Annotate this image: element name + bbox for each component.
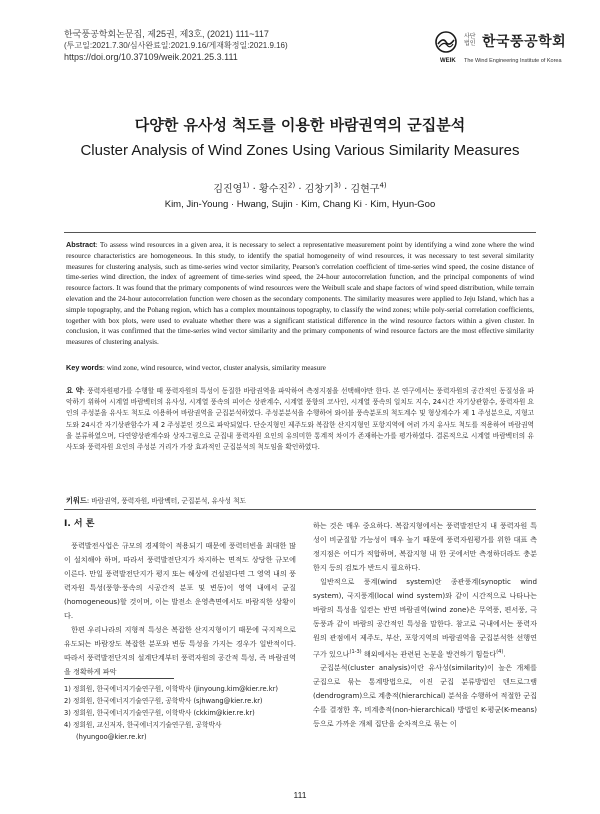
body-left-column: [64, 539, 296, 679]
body-right-column: [313, 519, 537, 731]
summary-label: 요 약: [66, 386, 83, 395]
abstract-top-rule: [64, 232, 536, 233]
author-name: 김현구: [350, 184, 380, 195]
keywords-label: Key words: [66, 363, 103, 372]
paper-title-korean: 다양한 유사성 척도를 이용한 바람권역의 군집분석: [134, 116, 466, 134]
paragraph: 풍력발전사업은 규모의 경제학이 적용되기 때문에 풍력터빈을 최대한 많이 설치해야 하며, 따라서 풍력발전단지가 차지하는 면적도 상당한 규모에 이른다. 만일 풍력발전단지가 평지 또는 해상에 건설된다면 그 영역 내의 풍력자원 특성(풍향·풍속의 시공간적 분포 및 변동)이 영역 내에서 균질(homogeneous)할 것이며, 이는 발전소 운영측면에서도 바람직한 상황이다.: [64, 541, 296, 620]
summary-text: : 풍력자원평가를 수행할 때 풍력자원의 특성이 동질한 바람권역을 파악하여 측정지점을 선택해야만 한다. 본 연구에서는 풍력자원의 공간적인 동질성을 파악하기 위하여 시계열 바람벡터의 유사성, 시계열 풍속의 피어슨 상관계수, 시계열 풍향의 코사인, 시계열 풍속의 일치도 지수, 24시간 자기상관함수, 풍력자원 요인의 주성분을 유사도 척도로 이용하여 바람권역을 군집분석하였다. 주성분분석을 수행하여 와이블 풍속분포의 척도계수 및 형상계수가 제 1 주성분으로, 지형고도와 24시간 자기상관함수가 제 2 주성분인 것으로 파악되었다. 단순지형인 제주도와 복잡한 산지지형인 포항지역에 여러 가지 유사도 척도를 적용하여 바람권역을 분류하였으며, 다연양상관계수와 상자그림으로 군집내 풍력자원 요인의 유의미한 통계적 차이가 존재하는가를 평가하였다. 결론적으로 시계열 바람벡터의 유사도와 풍력자원 요인의 주성분 거리가 가장 효과적인 군집분석의 척도임을 확인하였다.: [66, 387, 535, 452]
footnote-rule: [64, 678, 174, 679]
authors-korean: 김진영$^{1)}$ · 황수진$^{2)}$ · 김창기$^{3)}$ · 김현구$^{4)}$: [213, 181, 387, 195]
summary-bottom-rule: [64, 509, 536, 510]
abstract-text: : To assess wind resources in a given area, it is necessary to select a representative measurement point by identifying a wind zone where the wind resource characteristics are homogeneous. In this study, to identify the spatial homogeneity of wind resources, it was necessary to test several similarity measures for clustering analysis, such as time-series wind vector similarity, Pearson's correlation coefficient of time-series wind speed, the cosine distance of time-series wind direction, the index of agreement of time-series wind speed, the 24-hour autocorrelation function, and the principal components of wind resource factors. It was found that the primary components of wind resources were the Weibull scale and shape factors of wind speed distribution, while terrain elevation and the 24-hour autocorrelation function were chosen as the secondary components. The similarity measures were applied to Jeju Island, which has a simple topography, and the Pohang region, which has a complex mountainous topography, to classify the wind zones; while poly-serial correlation coefficients, together with box plots, were used to evaluate whether there was a significant statistical difference in the wind resource factors within a given cluster. In conclusion, it was confirmed that the time-series wind vector similarity and the primary components of wind resource factors are the most effective similarity measures of clustering analysis.: [66, 240, 534, 347]
paragraph: 일반적으로 풍계(wind system)란 종관풍계(synoptic wind system), 국지풍계(local wind system)와 같이 시간적으로 나타나는 바람의 특성을 일컫는 반면 바람권역(wind zone)은 무역풍, 편서풍, 극동풍과 같이 바람의 공간적인 특성을 말한다. 참고로 국내에서는 풍력자원의 관점에서 제주도, 부산, 포항지역의 바람권역을 군집분석한 선행연구가 있으나$^{(1-3)}$ 해외에서는 관련된 논문을 발견하기 힘들다$^{(4)}$.: [313, 577, 537, 659]
section-title-introduction: I. 서 론: [64, 519, 95, 529]
footnote: 3) 정회원, 한국에너지기술연구원, 이학박사 (ckkim@kier.re.kr): [64, 709, 255, 717]
logo-english-name: The Wind Engineering Institute of Korea: [464, 58, 562, 64]
author-name: 황수진: [259, 184, 289, 195]
paper-title-english: Cluster Analysis of Wind Zones Using Various Similarity Measures: [80, 142, 520, 159]
page-number: 111: [293, 790, 307, 800]
korean-summary: [66, 385, 534, 453]
weik-logo-icon: [434, 30, 458, 54]
citation: (4): [496, 649, 504, 655]
keywords-korean: 키워드: 바람권역, 풍력자원, 바람벡터, 군집분석, 유사성 척도: [66, 496, 247, 505]
footnote: (hyungoo@kier.re.kr): [76, 733, 147, 741]
footnote: 4) 정회원, 교신저자, 한국에너지기술연구원, 공학박사: [64, 721, 222, 729]
footnote: 2) 정회원, 한국에너지기술연구원, 공학박사 (sjhwang@kier.re.kr): [64, 697, 263, 705]
logo-corp-label: 사단 법인: [464, 34, 476, 47]
keywords-ko-label: 키워드: [66, 496, 87, 505]
footnote: 1) 정회원, 한국에너지기술연구원, 이학박사 (jinyoung.kim@kier.re.kr): [64, 685, 279, 693]
abstract-label: Abstract: [66, 240, 96, 249]
author-footnotes: [64, 683, 304, 743]
logo-abbr: WEIK: [440, 58, 456, 64]
author-name: 김창기: [304, 184, 334, 195]
journal-header: [64, 28, 288, 63]
author-name: 김진영: [213, 184, 243, 195]
paragraph: 군집분석(cluster analysis)이란 유사성(similarity)이 높은 개체를 군집으로 묶는 통계방법으로, 이진 군집 분류방법인 덴드로그램(dendrogram)으로 계층적(hierarchical) 분석을 수행하여 적절한 군집수를 결정한 후, 비계층적(non-hierarchical) 방법인 K-평균(K-means) 등으로 가까운 개체 집단을 순차적으로 묶는 이: [313, 663, 537, 729]
paragraph: 한편 우리나라의 지형적 특성은 복잡한 산지지형이기 때문에 국지적으로 유도되는 바람장도 복잡한 분포와 변동 특성을 가지는 경우가 일반적이다. 따라서 풍력발전단지의 설계단계부터 풍력자원의 공간적 특성, 즉 바람권역을 정확하게 파악: [64, 625, 296, 676]
abstract: [66, 240, 534, 348]
citation: (1-3): [349, 649, 362, 655]
doi-link[interactable]: https://doi.org/10.37109/weik.2021.25.3.111: [64, 52, 238, 62]
paragraph: 하는 것은 매우 중요하다. 복잡지형에서는 풍력발전단지 내 풍력자원 특성이 비균질할 가능성이 매우 높기 때문에 풍력자원평가를 위한 대표 측정지점은 어디가 적합하며, 복잡지형 내 한 곳에서만 측정하더라도 충분한지 등의 검토가 반드시 필요하다.: [313, 521, 537, 572]
journal-citation: 한국풍공학회논문집, 제25권, 제3호, (2021) 111~117: [64, 29, 269, 39]
logo-society-name: 한국풍공학회: [482, 34, 567, 50]
authors-english: Kim, Jin-Young · Hwang, Sujin · Kim, Chang Ki · Kim, Hyun-Goo: [164, 199, 436, 210]
keywords-english: Key words: wind zone, wind resource, wind vector, cluster analysis, similarity measure: [66, 363, 326, 372]
review-dates: (투고일:2021.7.30/심사완료일:2021.9.16/게재확정일:2021.9.16): [64, 41, 288, 50]
society-logo: [434, 30, 576, 76]
